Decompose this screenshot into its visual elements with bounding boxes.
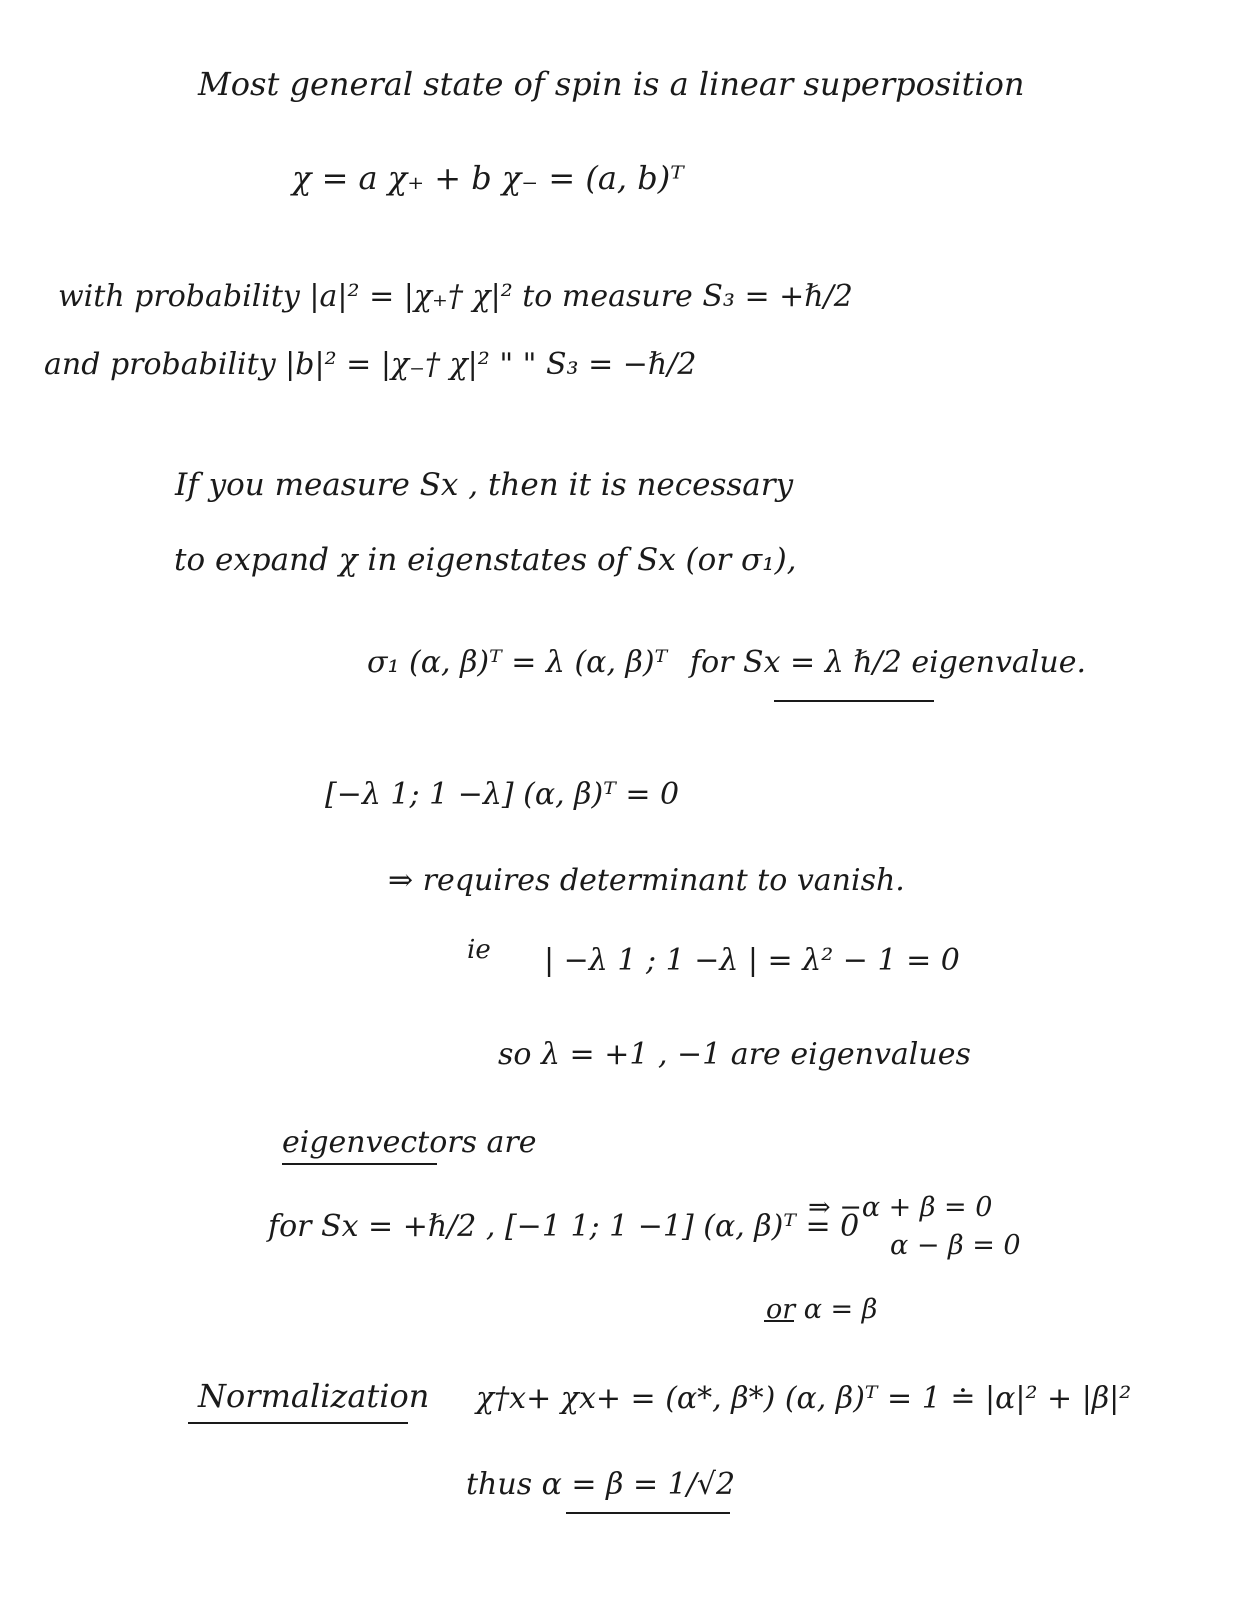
- note-line: σ₁ (α, β)ᵀ = λ (α, β)ᵀ: [367, 645, 668, 680]
- underline: [188, 1422, 408, 1424]
- note-line: ⇒ −α + β = 0: [808, 1192, 993, 1223]
- note-line: eigenvectors are: [282, 1125, 537, 1160]
- note-line: | −λ 1 ; 1 −λ | = λ² − 1 = 0: [544, 943, 960, 978]
- note-line: so λ = +1 , −1 are eigenvalues: [498, 1037, 971, 1072]
- underline: [566, 1512, 730, 1514]
- note-line: thus α = β = 1/√2: [466, 1467, 736, 1502]
- underline: [282, 1163, 437, 1165]
- note-line: with probability |a|² = |χ₊† χ|² to measure S₃ = +ℏ/2: [58, 279, 853, 314]
- note-line: to expand χ in eigenstates of Sx (or σ₁),: [174, 542, 797, 578]
- note-line: Normalization: [198, 1377, 430, 1415]
- note-line: If you measure Sx , then it is necessary: [175, 467, 794, 503]
- note-line: α − β = 0: [890, 1230, 1021, 1261]
- note-line: ie: [467, 935, 491, 965]
- underline: [764, 1320, 794, 1322]
- note-line: for Sx = λ ℏ/2 eigenvalue.: [690, 645, 1086, 680]
- note-line: ⇒ requires determinant to vanish.: [388, 863, 905, 898]
- note-line: [−λ 1; 1 −λ] (α, β)ᵀ = 0: [325, 777, 680, 812]
- note-line: for Sx = +ℏ/2 , [−1 1; 1 −1] (α, β)ᵀ = 0: [268, 1209, 860, 1244]
- note-line: χ = a χ₊ + b χ₋ = (a, b)ᵀ: [292, 159, 684, 197]
- underline: [774, 700, 934, 702]
- note-line: and probability |b|² = |χ₋† χ|² " " S₃ = −ℏ/2: [44, 347, 697, 382]
- note-line: or α = β: [766, 1294, 878, 1325]
- note-line: Most general state of spin is a linear superposition: [198, 65, 1025, 103]
- note-line: χ†x+ χx+ = (α*, β*) (α, β)ᵀ = 1 ≐ |α|² + |β|²: [476, 1381, 1132, 1416]
